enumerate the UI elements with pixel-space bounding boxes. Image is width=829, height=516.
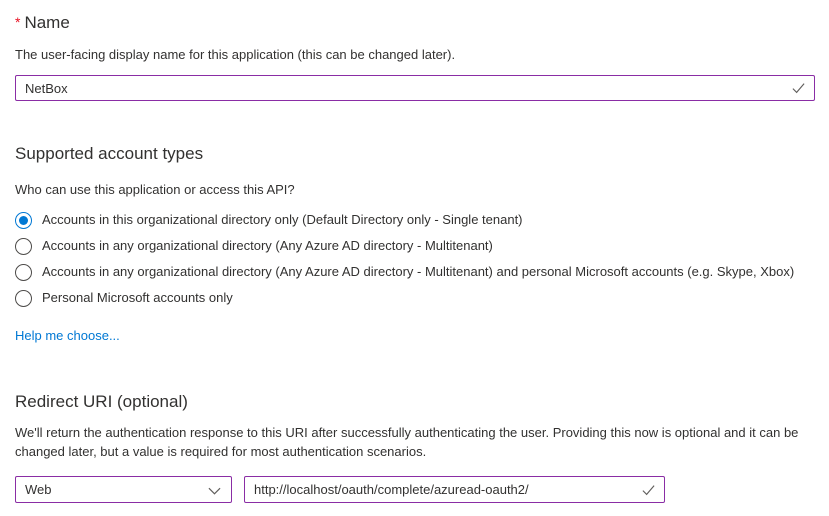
radio-button-icon bbox=[15, 212, 32, 229]
name-input-wrap bbox=[15, 75, 815, 101]
redirect-uri-heading: Redirect URI (optional) bbox=[15, 392, 188, 411]
radio-option-multitenant-personal[interactable] bbox=[15, 259, 815, 285]
chevron-down-icon bbox=[207, 484, 222, 500]
redirect-uri-controls bbox=[15, 476, 815, 503]
radio-button-icon bbox=[15, 238, 32, 255]
redirect-uri-description: We'll return the authentication response to this URI after successfully authenticating the user. Providing this now is optional and it can be changed later, but a value is required for most authentication scenarios. bbox=[15, 425, 799, 459]
name-section bbox=[15, 11, 815, 101]
name-description: The user-facing display name for this application (this can be changed later). bbox=[15, 47, 456, 62]
redirect-uri-section bbox=[15, 391, 815, 503]
radio-option-multitenant[interactable] bbox=[15, 233, 815, 259]
help-me-choose-link[interactable]: Help me choose... bbox=[15, 328, 120, 343]
redirect-uri-input[interactable] bbox=[244, 476, 665, 503]
radio-option-personal-only[interactable] bbox=[15, 285, 815, 311]
radio-option-label: Accounts in any organizational directory (Any Azure AD directory - Multitenant) bbox=[42, 238, 493, 253]
account-types-section bbox=[15, 143, 815, 345]
name-section-heading bbox=[15, 11, 815, 34]
platform-select[interactable] bbox=[15, 476, 232, 503]
radio-option-single-tenant[interactable] bbox=[15, 207, 815, 233]
account-types-heading: Supported account types bbox=[15, 144, 204, 163]
radio-option-label: Accounts in any organizational directory (Any Azure AD directory - Multitenant) and personal Microsoft accounts (e.g. Skype, Xbox) bbox=[42, 264, 795, 279]
name-input[interactable] bbox=[15, 75, 815, 101]
radio-option-label: Accounts in this organizational directory only (Default Directory only - Single tenant) bbox=[42, 212, 523, 227]
radio-button-icon bbox=[15, 290, 32, 307]
account-types-question: Who can use this application or access this API? bbox=[15, 182, 295, 197]
required-asterisk: * bbox=[15, 14, 21, 30]
radio-option-label: Personal Microsoft accounts only bbox=[42, 290, 233, 305]
platform-select-value: Web bbox=[25, 482, 52, 497]
radio-button-icon bbox=[15, 264, 32, 281]
account-types-radio-group bbox=[15, 207, 815, 311]
redirect-uri-input-wrap bbox=[244, 476, 665, 503]
name-label: Name bbox=[24, 13, 70, 32]
